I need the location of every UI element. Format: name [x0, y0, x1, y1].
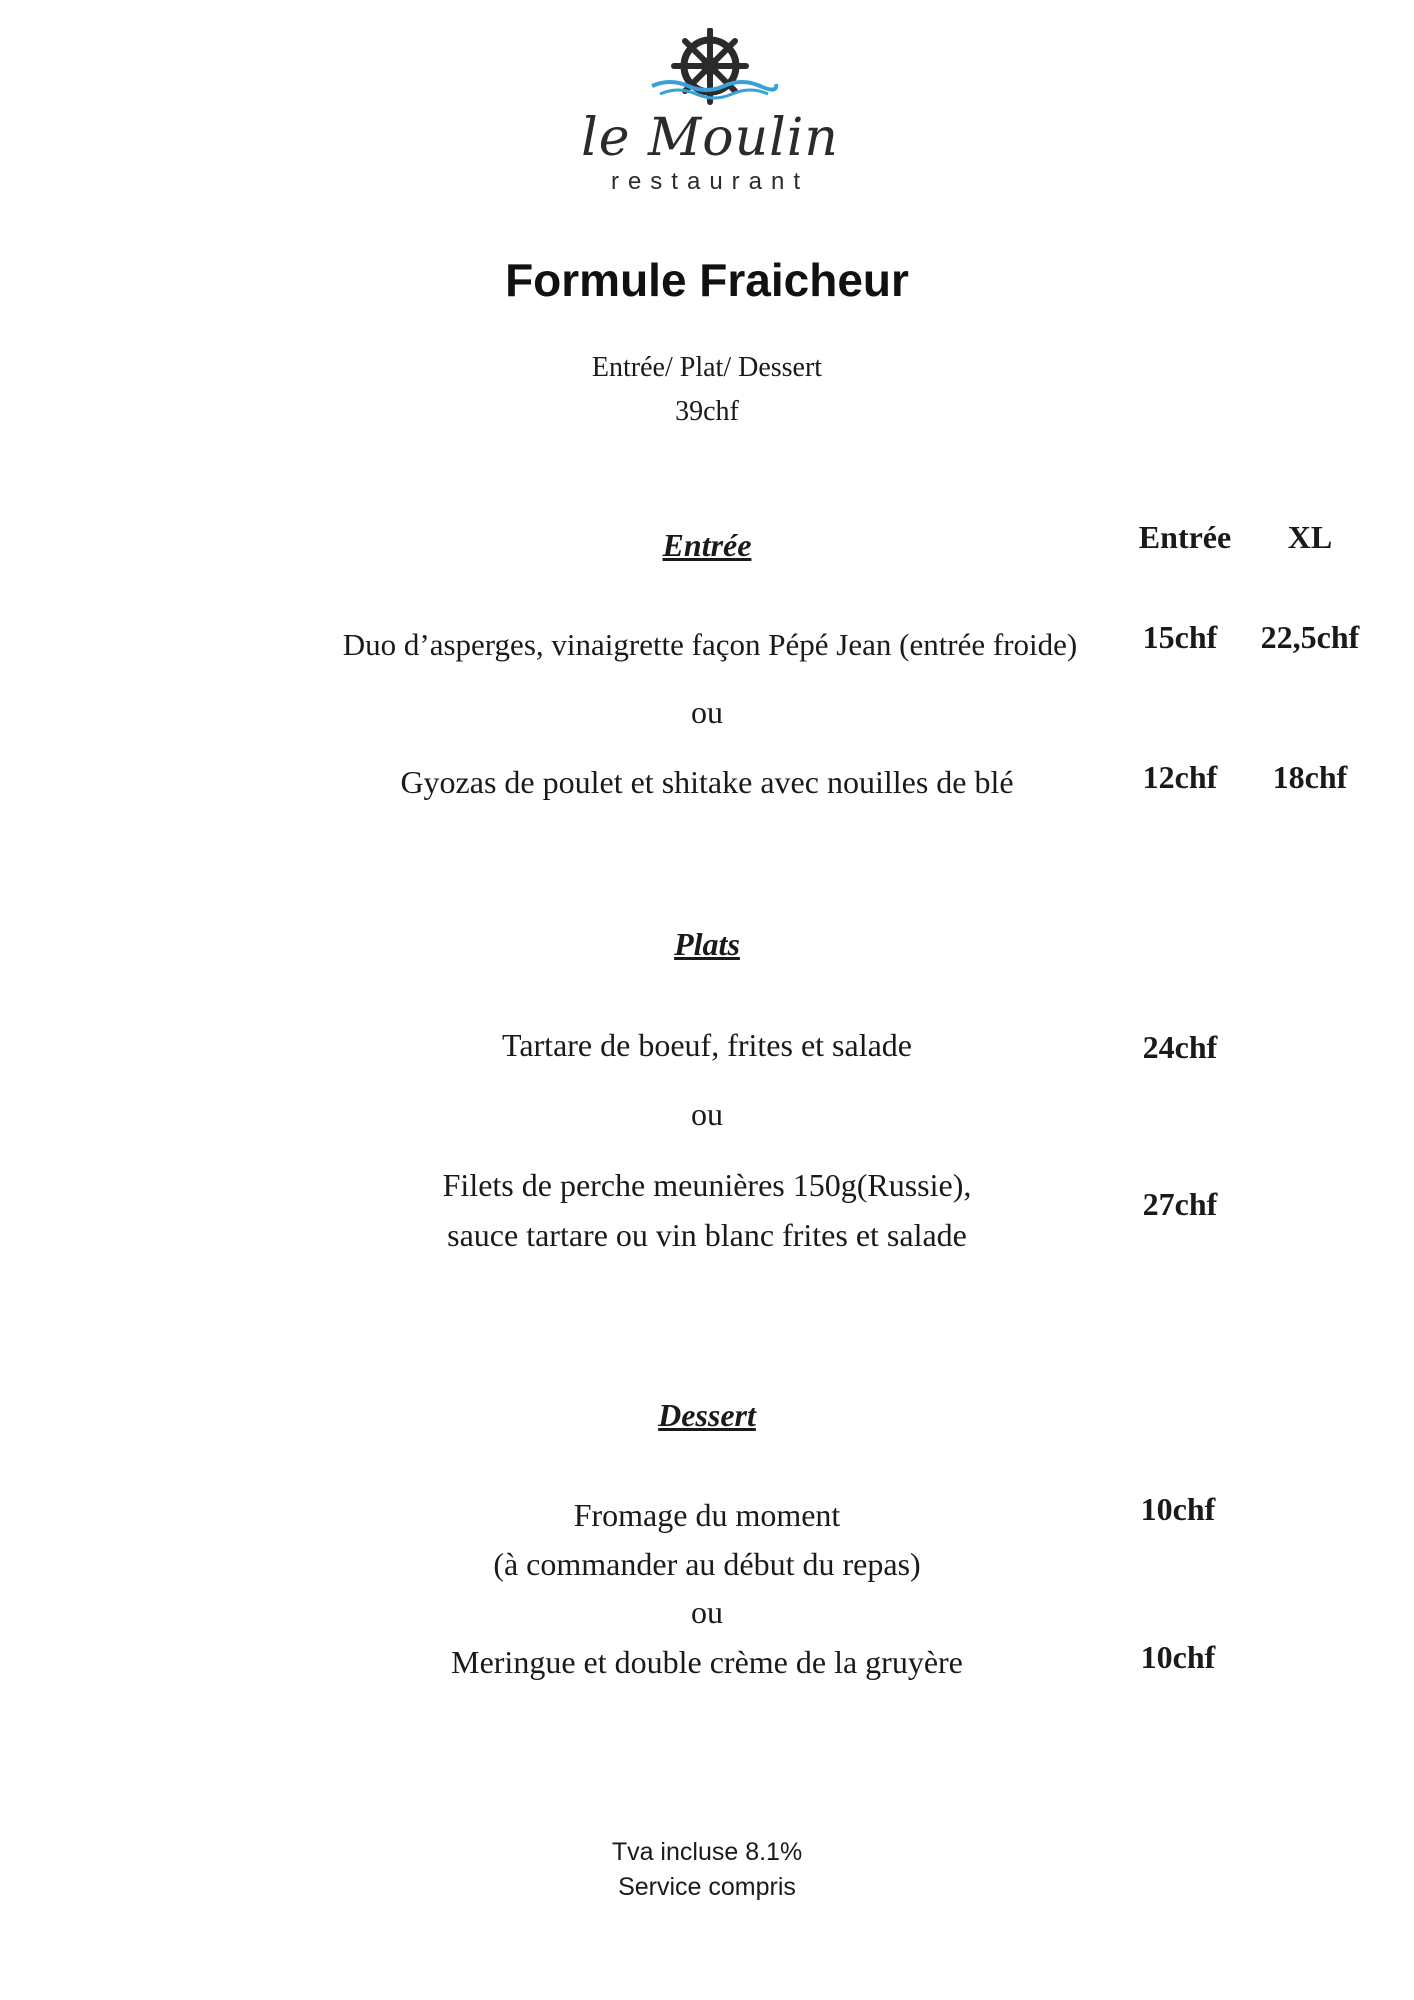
menu-item-asperges: Duo d’asperges, vinaigrette façon Pépé Jean (entrée froide): [342, 627, 1078, 662]
section-title-dessert: Dessert: [658, 1397, 756, 1433]
section-title-entree: Entrée: [662, 527, 752, 563]
column-header-xl: XL: [1287, 519, 1333, 555]
price-meringue: 10chf: [1140, 1639, 1216, 1675]
price-xl-asperges: 22,5chf: [1260, 619, 1360, 655]
page-title: Formule Fraicheur: [505, 254, 909, 306]
menu-item-gyozas: Gyozas de poulet et shitake avec nouilles de blé: [400, 764, 1014, 800]
menu-item-fromage-line1: Fromage du moment: [573, 1497, 841, 1533]
or-separator-entree: ou: [691, 694, 723, 730]
price-tartare: 24chf: [1142, 1029, 1218, 1065]
menu-item-perche-line1: Filets de perche meunières 150g(Russie),: [442, 1167, 972, 1203]
formula-courses: Entrée/ Plat/ Dessert: [591, 352, 823, 383]
column-header-entree: Entrée: [1138, 519, 1232, 555]
logo-subtitle: restaurant: [610, 168, 810, 195]
logo-script-text: le Moulin: [581, 108, 839, 168]
menu-item-fromage-line2: (à commander au début du repas): [493, 1546, 921, 1582]
ship-wheel-icon: [580, 28, 840, 108]
formula-price: 39chf: [675, 396, 739, 427]
price-xl-gyozas: 18chf: [1272, 759, 1348, 795]
footer-service: Service compris: [618, 1873, 796, 1901]
or-separator-dessert: ou: [691, 1594, 723, 1630]
menu-item-perche-line2: sauce tartare ou vin blanc frites et salade: [447, 1217, 967, 1253]
footer-vat: Tva incluse 8.1%: [611, 1838, 803, 1866]
price-gyozas: 12chf: [1142, 759, 1218, 795]
price-asperges: 15chf: [1142, 619, 1218, 655]
section-title-plats: Plats: [674, 926, 740, 962]
menu-item-meringue: Meringue et double crème de la gruyère: [451, 1644, 963, 1680]
restaurant-logo: [580, 28, 840, 198]
or-separator-plats: ou: [691, 1096, 723, 1132]
price-fromage: 10chf: [1140, 1491, 1216, 1527]
menu-item-tartare: Tartare de boeuf, frites et salade: [502, 1027, 912, 1063]
price-perche: 27chf: [1142, 1186, 1218, 1222]
